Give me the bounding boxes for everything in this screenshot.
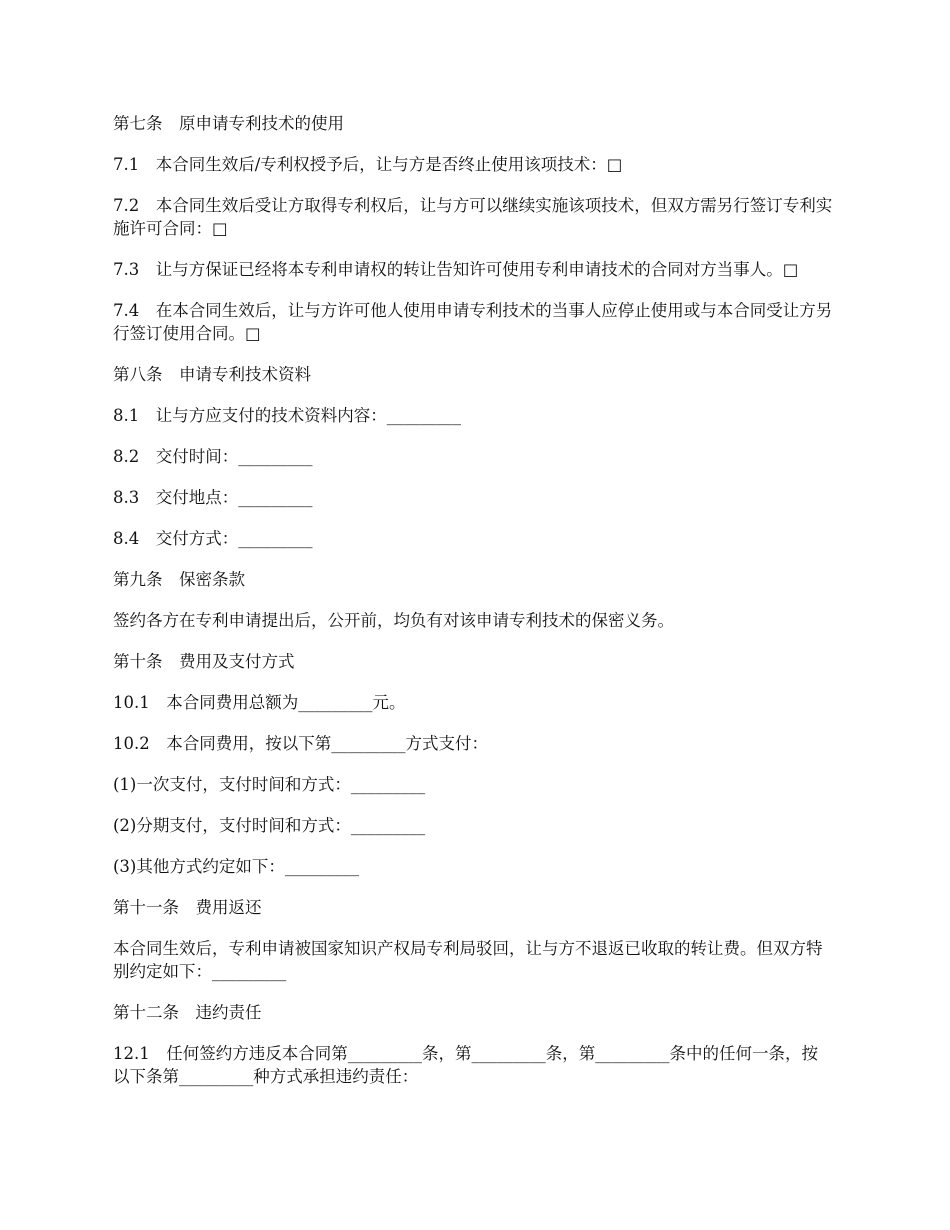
clause-12-1: 12.1 任何签约方违反本合同第_________条，第_________条，第_________条中的任何一条，按以下条第_________种方式承担违约责任： xyxy=(113,1044,818,1086)
clause-8-1: 8.1 让与方应支付的技术资料内容：_________ xyxy=(113,406,461,425)
article-10-heading: 第十条 费用及支付方式 xyxy=(113,652,295,671)
clause-10-1: 10.1 本合同费用总额为_________元。 xyxy=(113,693,406,712)
article-8-heading: 第八条 申请专利技术资料 xyxy=(113,365,311,384)
clause-8-3: 8.3 交付地点：_________ xyxy=(113,488,313,507)
clause-7-3: 7.3 让与方保证已经将本专利申请权的转让告知许可使用专利申请技术的合同对方当事人。□ xyxy=(113,260,799,279)
refund-text: 本合同生效后，专利申请被国家知识产权局专利局驳回，让与方不退返已收取的转让费。但双方特别约定如下：_________ xyxy=(113,939,823,981)
clause-7-1: 7.1 本合同生效后/专利权授予后，让与方是否终止使用该项技术：□ xyxy=(113,155,623,174)
clause-7-2: 7.2 本合同生效后受让方取得专利权后，让与方可以继续实施该项技术，但双方需另行签订专利实施许可合同：□ xyxy=(113,196,833,238)
article-11-heading: 第十一条 费用返还 xyxy=(113,898,262,917)
document-page xyxy=(113,112,833,1106)
confidentiality-text: 签约各方在专利申请提出后，公开前，均负有对该申请专利技术的保密义务。 xyxy=(113,611,674,630)
payment-option-2: (2)分期支付，支付时间和方式：_________ xyxy=(113,816,426,835)
payment-option-3: (3)其他方式约定如下：_________ xyxy=(113,857,360,876)
article-7-heading: 第七条 原申请专利技术的使用 xyxy=(113,114,344,133)
article-9-heading: 第九条 保密条款 xyxy=(113,570,245,589)
clause-8-4: 8.4 交付方式：_________ xyxy=(113,529,313,548)
clause-7-4: 7.4 在本合同生效后，让与方许可他人使用申请专利技术的当事人应停止使用或与本合同受让方另行签订使用合同。□ xyxy=(113,301,833,343)
payment-option-1: (1)一次支付，支付时间和方式：_________ xyxy=(113,775,426,794)
clause-8-2: 8.2 交付时间：_________ xyxy=(113,447,313,466)
clause-10-2: 10.2 本合同费用，按以下第_________方式支付： xyxy=(113,734,488,753)
article-12-heading: 第十二条 违约责任 xyxy=(113,1003,262,1022)
